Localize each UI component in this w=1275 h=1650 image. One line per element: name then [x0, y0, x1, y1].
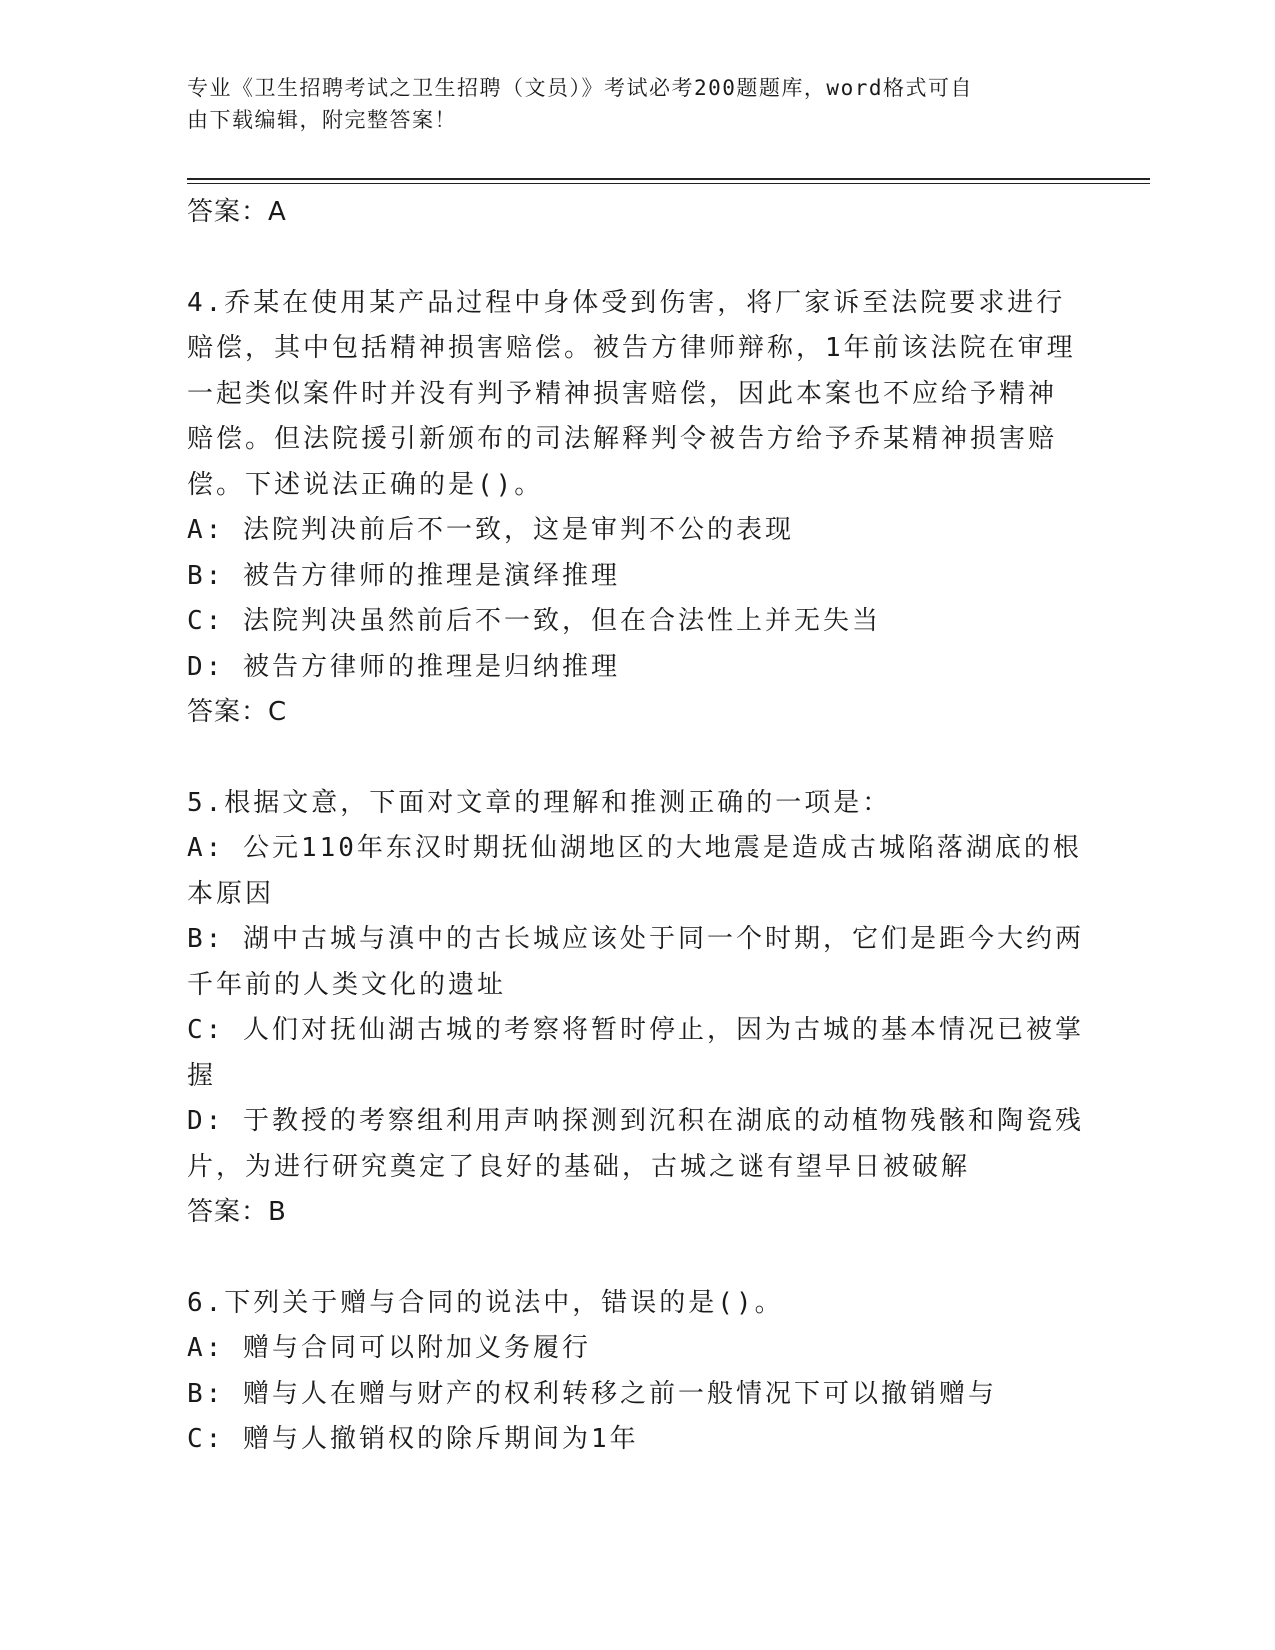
- option-c-continued: 握: [187, 1060, 217, 1091]
- question-6: [187, 1281, 1087, 1463]
- option-b: B: 赠与人在赠与财产的权利转移之前一般情况下可以撤销赠与: [187, 1378, 997, 1409]
- option-a: A: 公元110年东汉时期抚仙湖地区的大地震是造成古城陷落湖底的根: [187, 833, 1082, 863]
- question-4-line: 4.乔某在使用某产品过程中身体受到伤害，将厂家诉至法院要求进行: [187, 287, 1066, 318]
- question-6-text: 6.下列关于赠与合同的说法中，错误的是()。: [187, 1287, 784, 1318]
- document-header: [187, 72, 1087, 136]
- spacer: [187, 736, 1087, 781]
- document-body: [187, 190, 1087, 1463]
- header-line-1: 专业《卫生招聘考试之卫生招聘（文员）》考试必考200题题库，word格式可自: [187, 76, 973, 100]
- option-c: C: 赠与人撤销权的除斥期间为1年: [187, 1424, 639, 1454]
- question-4-line: 赔偿。但法院援引新颁布的司法解释判令被告方给予乔某精神损害赔: [187, 424, 1058, 454]
- header-divider-thin: [187, 183, 1150, 184]
- option-a: A: 赠与合同可以附加义务履行: [187, 1333, 591, 1363]
- spacer: [187, 236, 1087, 281]
- question-4-line: 一起类似案件时并没有判予精神损害赔偿，因此本案也不应给予精神: [187, 378, 1058, 409]
- question-5: [187, 781, 1087, 1236]
- question-4: [187, 281, 1087, 736]
- question-4-line: 偿。下述说法正确的是()。: [187, 469, 544, 500]
- option-d: D: 于教授的考察组利用声呐探测到沉积在湖底的动植物残骸和陶瓷残: [187, 1106, 1084, 1136]
- option-d: D: 被告方律师的推理是归纳推理: [187, 651, 620, 682]
- answer-q4: 答案：C: [187, 697, 288, 727]
- option-b: B: 湖中古城与滇中的古长城应该处于同一个时期，它们是距今大约两: [187, 924, 1084, 954]
- spacer: [187, 1236, 1087, 1281]
- option-c: C: 法院判决虽然前后不一致，但在合法性上并无失当: [187, 606, 881, 636]
- answer-q3: 答案：A: [187, 197, 287, 227]
- header-divider-thick: [187, 178, 1150, 180]
- question-5-text: 5.根据文意，下面对文章的理解和推测正确的一项是：: [187, 787, 892, 818]
- option-c: C: 人们对抚仙湖古城的考察将暂时停止，因为古城的基本情况已被掌: [187, 1015, 1084, 1045]
- option-a: A: 法院判决前后不一致，这是审判不公的表现: [187, 515, 794, 545]
- option-d-continued: 片，为进行研究奠定了良好的基础，古城之谜有望早日被破解: [187, 1151, 971, 1182]
- header-line-2: 由下载编辑，附完整答案！: [187, 108, 457, 132]
- answer-q5: 答案：B: [187, 1197, 287, 1227]
- option-b: B: 被告方律师的推理是演绎推理: [187, 560, 620, 591]
- option-a-continued: 本原因: [187, 878, 275, 909]
- question-4-line: 赔偿，其中包括精神损害赔偿。被告方律师辩称，1年前该法院在审理: [187, 333, 1076, 363]
- option-b-continued: 千年前的人类文化的遗址: [187, 969, 507, 1000]
